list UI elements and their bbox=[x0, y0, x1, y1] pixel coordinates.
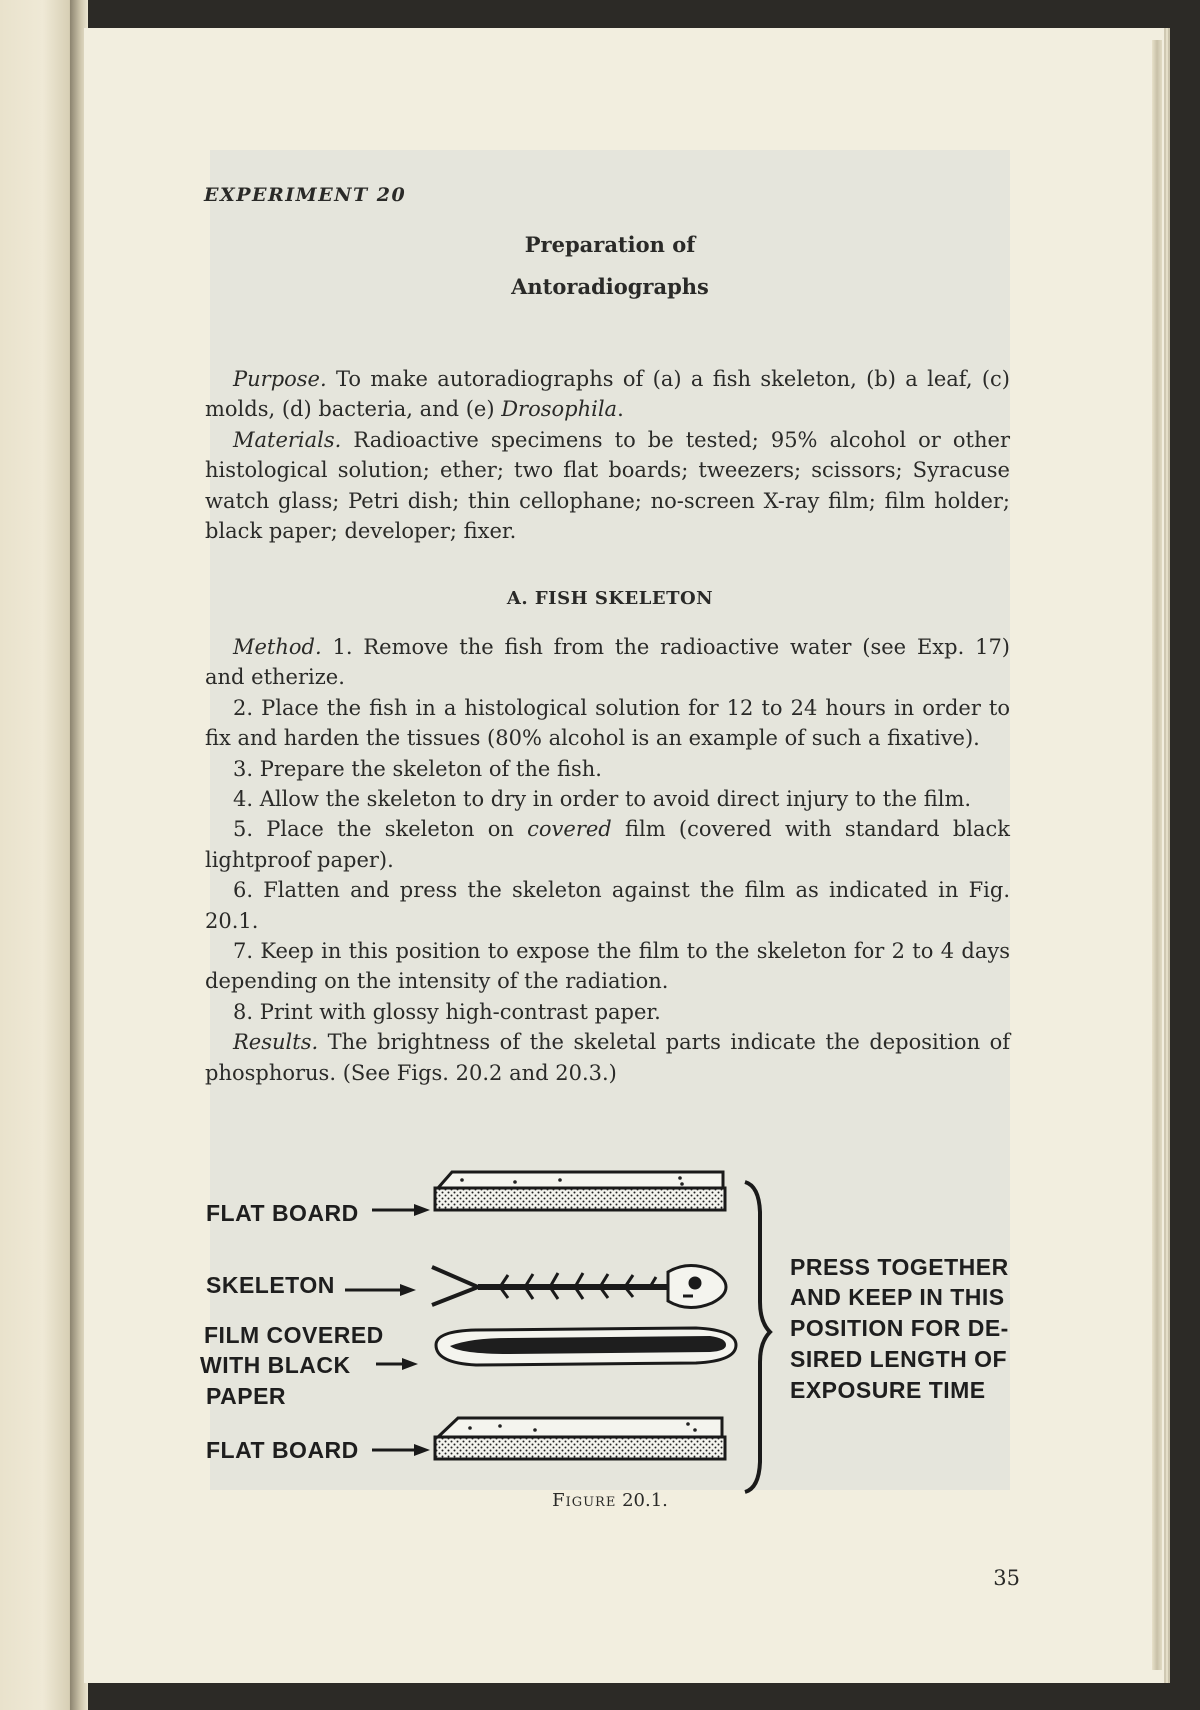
label-flat-board-top: FLAT BOARD bbox=[206, 1200, 359, 1226]
note-line-3: POSITION FOR DE- bbox=[790, 1315, 1009, 1341]
step-8: 8. Print with glossy high-contrast paper. bbox=[233, 999, 661, 1024]
title-line-2: Antoradiographs bbox=[511, 274, 709, 299]
results-text: The brightness of the skeletal parts indicate the deposition of phosphorus. (See Figs. 20.2 and 20.3.) bbox=[205, 1030, 1010, 1085]
step-1-text: 1. Remove the fish from the radioactive water (see Exp. 17) and etherize. bbox=[205, 635, 1010, 690]
flat-board-bottom bbox=[435, 1418, 725, 1459]
materials-label: Materials. bbox=[233, 427, 342, 452]
note-line-4: SIRED LENGTH OF bbox=[790, 1346, 1008, 1372]
note-line-5: EXPOSURE TIME bbox=[790, 1377, 986, 1403]
materials-text: Radioactive specimens to be tested; 95% alcohol or other histological solution; ether; two flat boards; tweezers; scissors; Syracuse watch glass; Petri dish; thin cellophane; no-screen X-ray film; film holder; black paper; developer; fixer. bbox=[205, 427, 1010, 544]
purpose-label: Purpose. bbox=[233, 367, 327, 391]
figure-caption-word: Figure bbox=[552, 1490, 617, 1511]
film-packet bbox=[436, 1328, 736, 1365]
step-2: 2. Place the fish in a histological solution for 12 to 24 hours in order to fix and harden the tissues (80% alcohol is an example of such a fixative). bbox=[205, 695, 1010, 751]
step-7: 7. Keep in this position to expose the film to the skeleton for 2 to 4 days depending on the intensity of the radiation. bbox=[205, 939, 1010, 994]
note-line-1: PRESS TOGETHER bbox=[790, 1254, 1009, 1280]
flat-board-top bbox=[435, 1172, 725, 1210]
note-line-2: AND KEEP IN THIS bbox=[790, 1284, 1005, 1310]
label-flat-board-bottom: FLAT BOARD bbox=[206, 1437, 359, 1463]
step-6: 6. Flatten and press the skeleton against the film as indicated in Fig. 20.1. bbox=[205, 878, 1010, 933]
method-label: Method. bbox=[233, 635, 322, 659]
section-a-heading: A. FISH SKELETON bbox=[506, 588, 714, 609]
grouping-brace bbox=[745, 1182, 770, 1492]
figure-caption bbox=[210, 1490, 1010, 1511]
purpose-text: To make autoradiographs of (a) a fish skeleton, (b) a leaf, (c) molds, (d) bacteria, and (e) bbox=[205, 367, 1010, 422]
results-label: Results. bbox=[233, 1030, 319, 1055]
purpose-organism: Drosophila bbox=[501, 397, 618, 422]
fish-skeleton bbox=[432, 1265, 726, 1307]
label-film-line-1: FILM COVERED bbox=[204, 1322, 384, 1348]
title-line-1: Preparation of bbox=[524, 232, 696, 257]
label-skeleton: SKELETON bbox=[206, 1272, 335, 1298]
label-film-line-3: PAPER bbox=[206, 1383, 287, 1409]
figure-caption-number: 20.1. bbox=[622, 1490, 668, 1511]
page-number: 35 bbox=[993, 1566, 1020, 1590]
step-5-after: film (covered with standard black lightproof paper). bbox=[205, 817, 1010, 872]
step-5-before: 5. Place the skeleton on bbox=[233, 817, 528, 842]
experiment-heading: EXPERIMENT 20 bbox=[204, 184, 407, 206]
purpose-end: . bbox=[617, 397, 624, 422]
label-film-line-2: WITH BLACK bbox=[200, 1352, 351, 1378]
step-4: 4. Allow the skeleton to dry in order to avoid direct injury to the film. bbox=[233, 787, 972, 812]
step-3: 3. Prepare the skeleton of the fish. bbox=[233, 756, 602, 781]
step-5-emph: covered bbox=[527, 817, 612, 842]
